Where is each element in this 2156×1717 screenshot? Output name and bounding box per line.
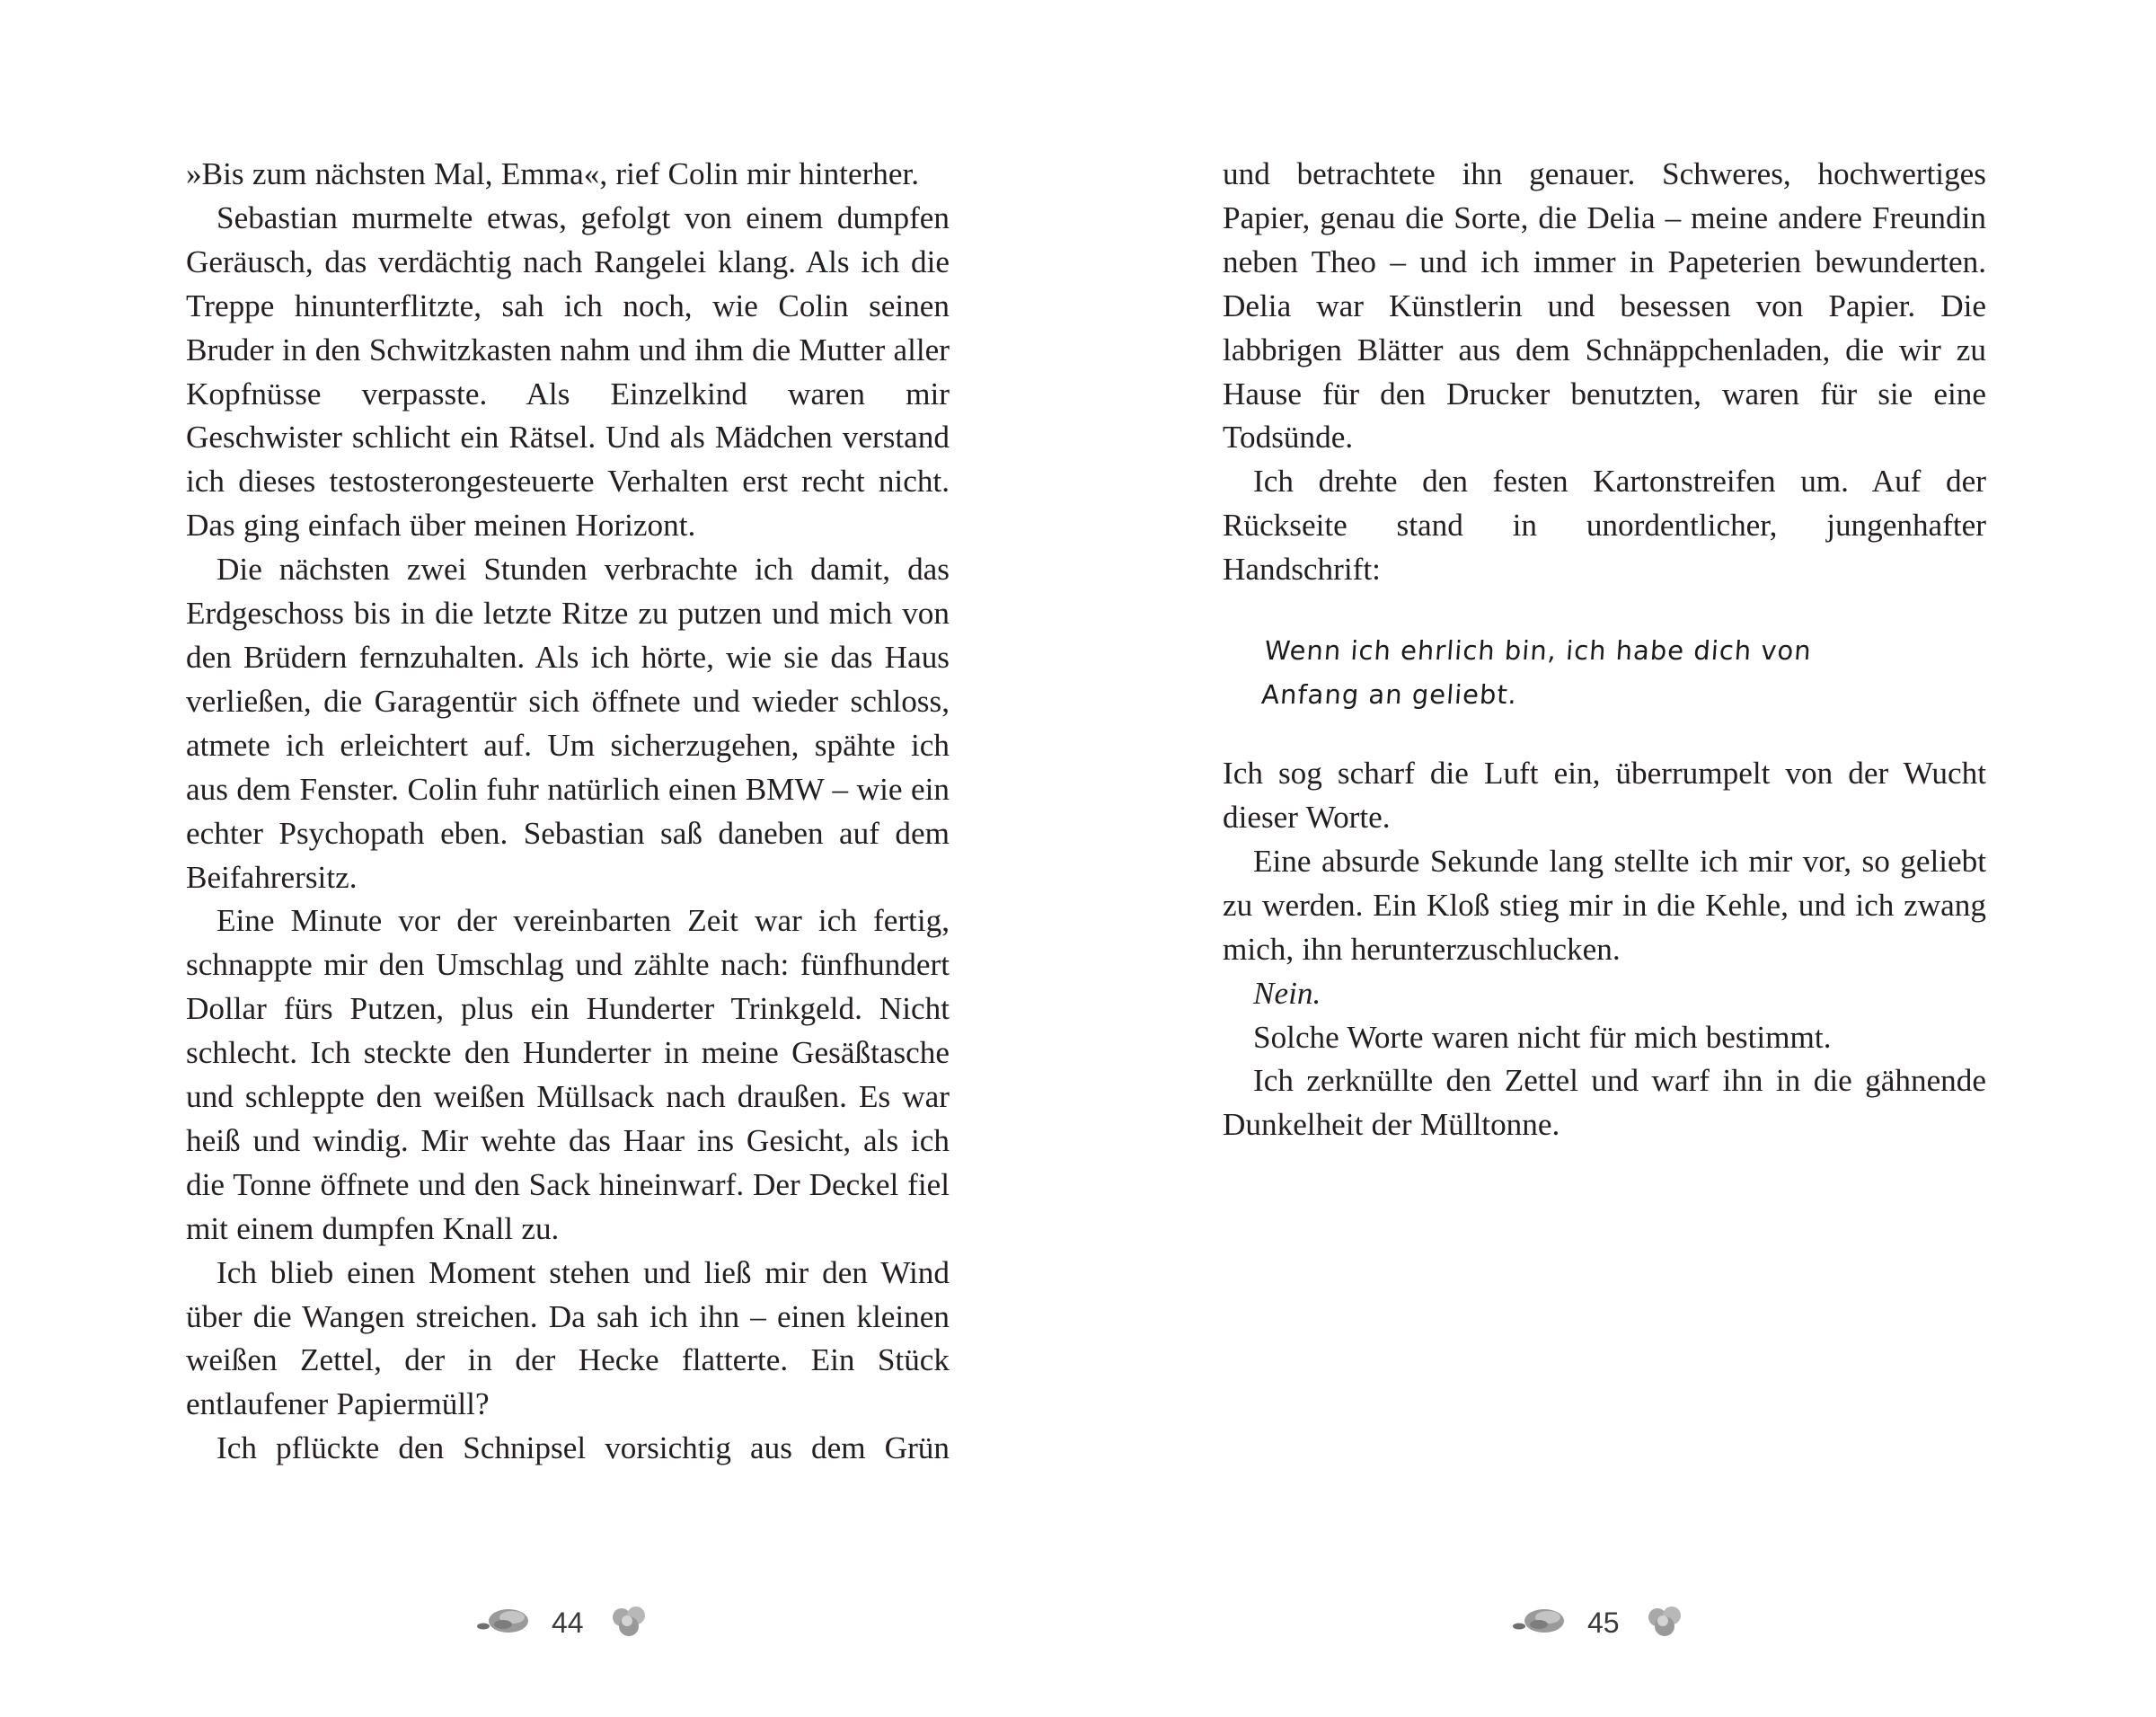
- right-page: [1223, 153, 1986, 1147]
- left-page: [186, 153, 950, 1471]
- paragraph: Die nächsten zwei Stunden verbrachte ich damit, das Erdgeschoss bis in die letzte Ritze zu putzen und mich von den Brüdern fernzuhalten. Als ich hörte, wie sie das Haus verließen, die Garagentür sich öffnete und wieder schloss, atmete ich erleichtert auf. Um sicherzugehen, spähte ich aus dem Fenster. Colin fuhr natürlich einen BMW – wie ein echter Psychopath eben. Sebastian saß daneben auf dem Beifahrersitz.: [186, 552, 950, 895]
- paragraph: Ich drehte den festen Kartonstreifen um. Auf der Rückseite stand in unordentlicher, jungenhafter Handschrift:: [1223, 464, 1986, 588]
- paragraph: und betrachtete ihn genauer. Schweres, hochwertiges Papier, genau die Sorte, die Delia – meine andere Freundin neben Theo – und ich immer in Papeterien bewunderten. Delia war Künstlerin und besessen von Papier. Die labbrigen Blätter aus dem Schnäppchenladen, die wir zu Hause für den Drucker benutzten, waren für sie eine Todsünde.: [1223, 156, 1986, 456]
- paragraph: Eine absurde Sekunde lang stellte ich mir vor, so geliebt zu werden. Ein Kloß stieg mir in die Kehle, und ich zwang mich, ihn herunterzuschlucken.: [1223, 843, 1986, 967]
- paragraph: »Bis zum nächsten Mal, Emma«, rief Colin mir hinterher.: [186, 156, 920, 191]
- paragraph-italic: Nein.: [1253, 975, 1321, 1011]
- handwritten-note: [1260, 629, 1990, 717]
- paragraph: Ich pflückte den Schnipsel vorsichtig aus dem Grün: [216, 1430, 950, 1466]
- flower-ornament-icon: [1643, 1601, 1688, 1645]
- handwritten-line: Anfang an geliebt.: [1260, 679, 1519, 711]
- stone-ornament-icon: [1512, 1605, 1569, 1642]
- flower-ornament-icon: [607, 1601, 652, 1645]
- paragraph: Eine Minute vor der vereinbarten Zeit war ich fertig, schnappte mir den Umschlag und zählte nach: fünfhundert Dollar fürs Putzen, plus ein Hunderter Trinkgeld. Nicht schlecht. Ich steckte den Hunderter in meine Gesäßtasche und schleppte den weißen Müllsack nach draußen. Es war heiß und windig. Mir wehte das Haar ins Gesicht, als ich die Tonne öffnete und den Sack hineinwarf. Der Deckel fiel mit einem dumpfen Knall zu.: [186, 903, 950, 1246]
- stone-ornament-icon: [476, 1605, 534, 1642]
- page-number: 44: [552, 1606, 584, 1639]
- handwritten-line: Wenn ich ehrlich bin, ich habe dich von: [1263, 635, 1813, 667]
- left-page-footer: [476, 1601, 652, 1645]
- paragraph: Solche Worte waren nicht für mich bestimmt.: [1253, 1019, 1832, 1055]
- paragraph: Sebastian murmelte etwas, gefolgt von einem dumpfen Geräusch, das verdächtig nach Rangelei klang. Als ich die Treppe hinunterflitzte, sah ich noch, wie Colin seinen Bruder in den Schwitzkasten nahm und ihm die Mutter aller Kopfnüsse verpasste. Als Einzelkind waren mir Geschwister schlicht ein Rätsel. Und als Mädchen verstand ich dieses testosterongesteuerte Verhalten erst recht nicht. Das ging einfach über meinen Horizont.: [186, 199, 950, 544]
- page-number: 45: [1587, 1606, 1620, 1639]
- paragraph: Ich blieb einen Moment stehen und ließ mir den Wind über die Wangen streichen. Da sah ich ihn – einen kleinen weißen Zettel, der in der Hecke flatterte. Ein Stück entlaufener Papiermüll?: [186, 1254, 950, 1422]
- right-page-footer: [1512, 1601, 1688, 1645]
- paragraph: Ich zerknüllte den Zettel und warf ihn in die gähnende Dunkelheit der Mülltonne.: [1223, 1063, 1986, 1143]
- paragraph: Ich sog scharf die Luft ein, überrumpelt von der Wucht dieser Worte.: [1223, 756, 1986, 835]
